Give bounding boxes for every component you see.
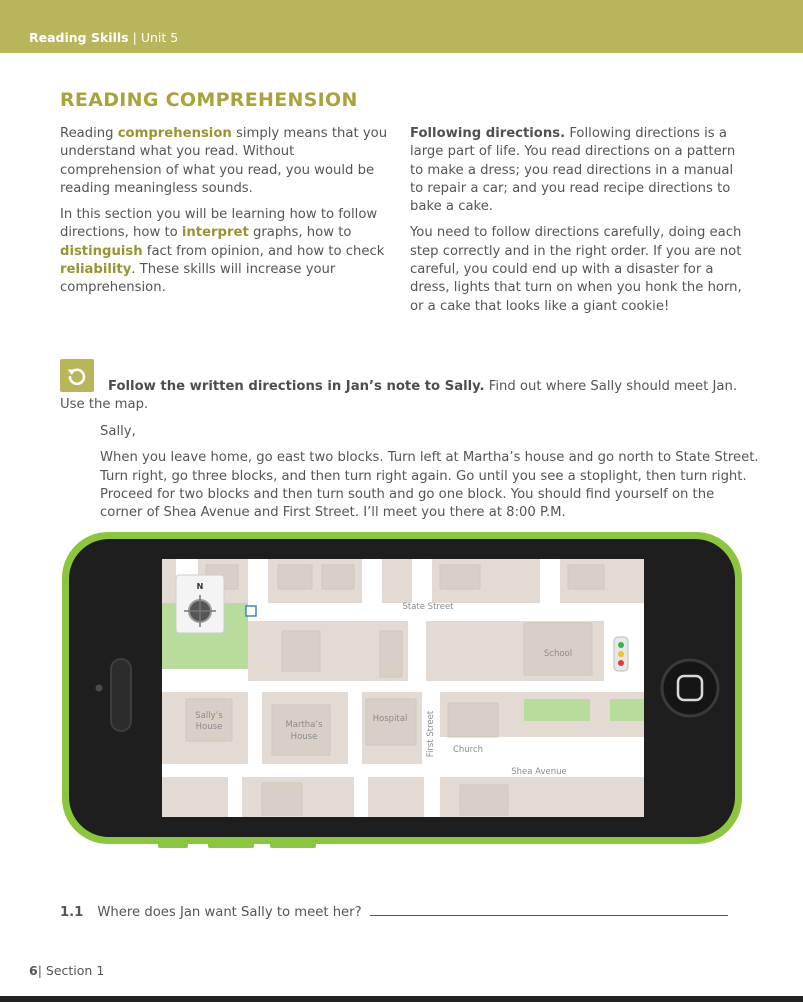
section-title: READING COMPREHENSION: [60, 89, 358, 111]
text-run: . These skills will increase your comprehension.: [60, 262, 336, 296]
sallys-house-label-1: Sally’s: [195, 711, 223, 721]
note-body: When you leave home, go east two blocks. Turn left at Martha’s house and go north to State Street. Turn right, go three blocks, and then turn right again. Go until you see a stoplight, then turn right. Proceed for two blocks and then turn south and go one block. You should find yourself on the corner of Shea Avenue and First Street. I’ll meet you there at 8:00 P.M.: [100, 450, 759, 521]
carefully-paragraph: You need to follow directions carefully, doing each step correctly and in the right order. If you are not careful, you could end up with a disaster for a dress, lights that turn on when you honk the horn, or a cake that looks like a giant cookie!: [410, 225, 742, 314]
unit-label: Unit 5: [140, 30, 179, 45]
page-footer: [29, 963, 104, 978]
church-label: Church: [452, 745, 484, 755]
phone-map-illustration: [62, 532, 742, 848]
subheading-following-directions: Following directions.: [410, 126, 566, 141]
first-street-label: First Street: [426, 710, 436, 758]
marthas-house-label-1: Martha’s: [285, 720, 323, 730]
text-run: Following directions is a large part of life. You read directions on a pattern to make a dress; you read directions in a manual to repair a car; and you read recipe directions to bake a cake.: [410, 126, 736, 215]
text-run: simply means that you understand what you read. Without comprehension of what you read, you would be reading meaningless sounds.: [60, 126, 388, 196]
text-run: In this section you will be learning how to follow directions, how to: [60, 207, 378, 241]
instruction-bold: Follow the written directions in Jan’s note to Sally.: [108, 379, 485, 394]
header-separator: |: [132, 30, 137, 45]
instruction-rest: Find out where Sally should meet Jan. Use the map.: [60, 379, 738, 413]
sallys-house-label-2: House: [195, 722, 223, 732]
page-number: 6: [29, 963, 38, 978]
shea-avenue-label: Shea Avenue: [511, 767, 567, 777]
activity-instruction: [60, 378, 760, 415]
state-street-label: State Street: [402, 602, 454, 612]
note-to-sally: [100, 423, 760, 522]
vocab-distinguish: distinguish: [60, 243, 143, 259]
skills-paragraph: [60, 206, 390, 297]
header-title: [29, 30, 178, 45]
marthas-house-label-2: House: [290, 732, 318, 742]
hospital-label: Hospital: [372, 714, 408, 724]
following-directions-paragraph: [410, 125, 745, 216]
answer-line[interactable]: [370, 904, 728, 916]
text-run: Reading: [60, 126, 118, 141]
footer-separator: |: [37, 963, 42, 978]
left-column: [60, 125, 390, 306]
header-band: [0, 0, 803, 53]
compass-north-label: N: [196, 582, 204, 591]
bottom-bar: [0, 996, 803, 1002]
footer-section: Section 1: [45, 963, 105, 978]
question-text: Where does Jan want Sally to meet her?: [97, 905, 362, 920]
school-label: School: [543, 649, 573, 659]
intro-paragraph: [60, 125, 390, 198]
text-run: graphs, how to: [248, 225, 352, 241]
note-salutation: Sally,: [100, 424, 136, 439]
question-1-1: [60, 904, 728, 920]
text-run: fact from opinion, and how to check: [142, 243, 385, 259]
vocab-comprehension: comprehension: [117, 126, 232, 141]
right-column: [410, 125, 745, 324]
vocab-reliability: reliability: [60, 262, 132, 278]
vocab-interpret: interpret: [181, 225, 249, 241]
question-number: 1.1: [60, 905, 84, 920]
unit-title: Reading Skills: [29, 30, 129, 45]
